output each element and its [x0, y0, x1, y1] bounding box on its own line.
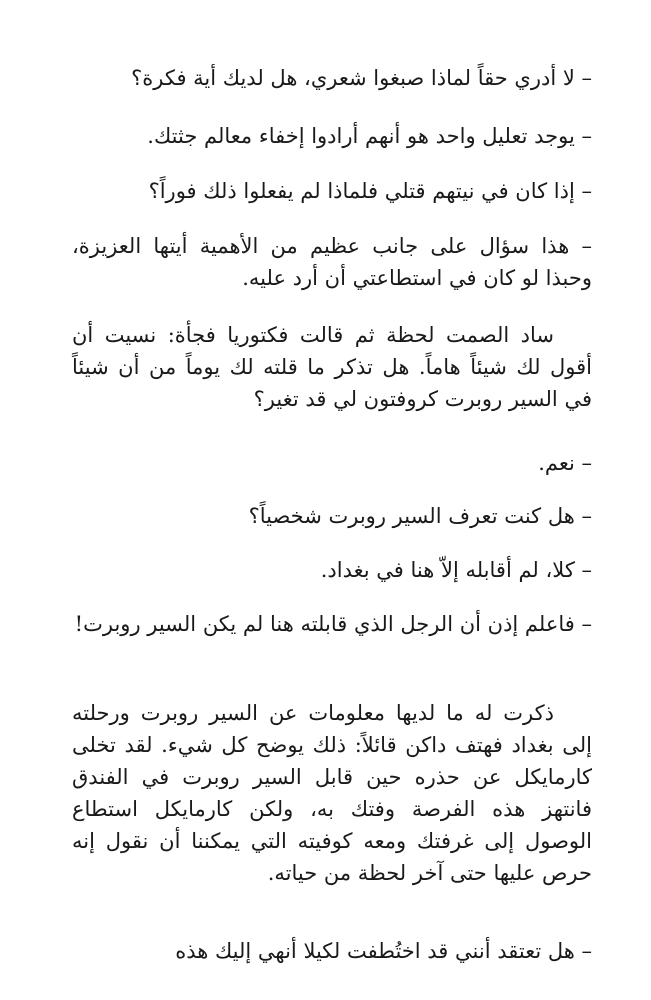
- dialogue-line-1: – لا أدري حقاً لماذا صبغوا شعري، هل لديك أية فكرة؟: [131, 66, 592, 90]
- dialogue-line-7: – كلا، لم أقابله إلاّ هنا في بغداد.: [320, 558, 592, 582]
- narration-paragraph-1: ساد الصمت لحظة ثم قالت فكتوريا فجأة: نسيت أن أقول لك شيئاً هاماً. هل تذكر ما قلته لك يوماً من أن شيئاً في السير روبرت كروفتون لي قد تغير؟: [72, 323, 592, 411]
- narration-paragraph-2: ذكرت له ما لديها معلومات عن السير روبرت ورحلته إلى بغداد فهتف داكن قائلاً: ذلك يوضح كل شيء. لقد تخلى كارمايكل عن حذره حين قابل السير روبرت في الفندق فانتهز هذه الفرصة وفتك به، ولكن كارمايكل استطاع الوصول إلى غرفتك ومعه كوفيته التي يمكننا أن نقول إنه حرص عليها حتى آخر لحظة من حياته.: [72, 701, 592, 885]
- dialogue-line-4: – هذا سؤال على جانب عظيم من الأهمية أيتها العزيزة، وحبذا لو كان في استطاعتي أن أرد عليه.: [72, 234, 592, 290]
- dialogue-line-5: – نعم.: [538, 451, 592, 475]
- dialogue-line-2: – يوجد تعليل واحد هو أنهم أرادوا إخفاء معالم جثتك.: [147, 124, 592, 148]
- dialogue-line-8: – فاعلم إذن أن الرجل الذي قابلته هنا لم يكن السير روبرت!: [74, 612, 592, 636]
- dialogue-line-9: – هل تعتقد أنني قد اختُطفت لكيلا أنهي إليك هذه: [175, 939, 592, 963]
- dialogue-line-6: – هل كنت تعرف السير روبرت شخصياً؟: [248, 504, 592, 528]
- dialogue-line-3: – إذا كان في نيتهم قتلي فلماذا لم يفعلوا ذلك فوراً؟: [148, 179, 592, 203]
